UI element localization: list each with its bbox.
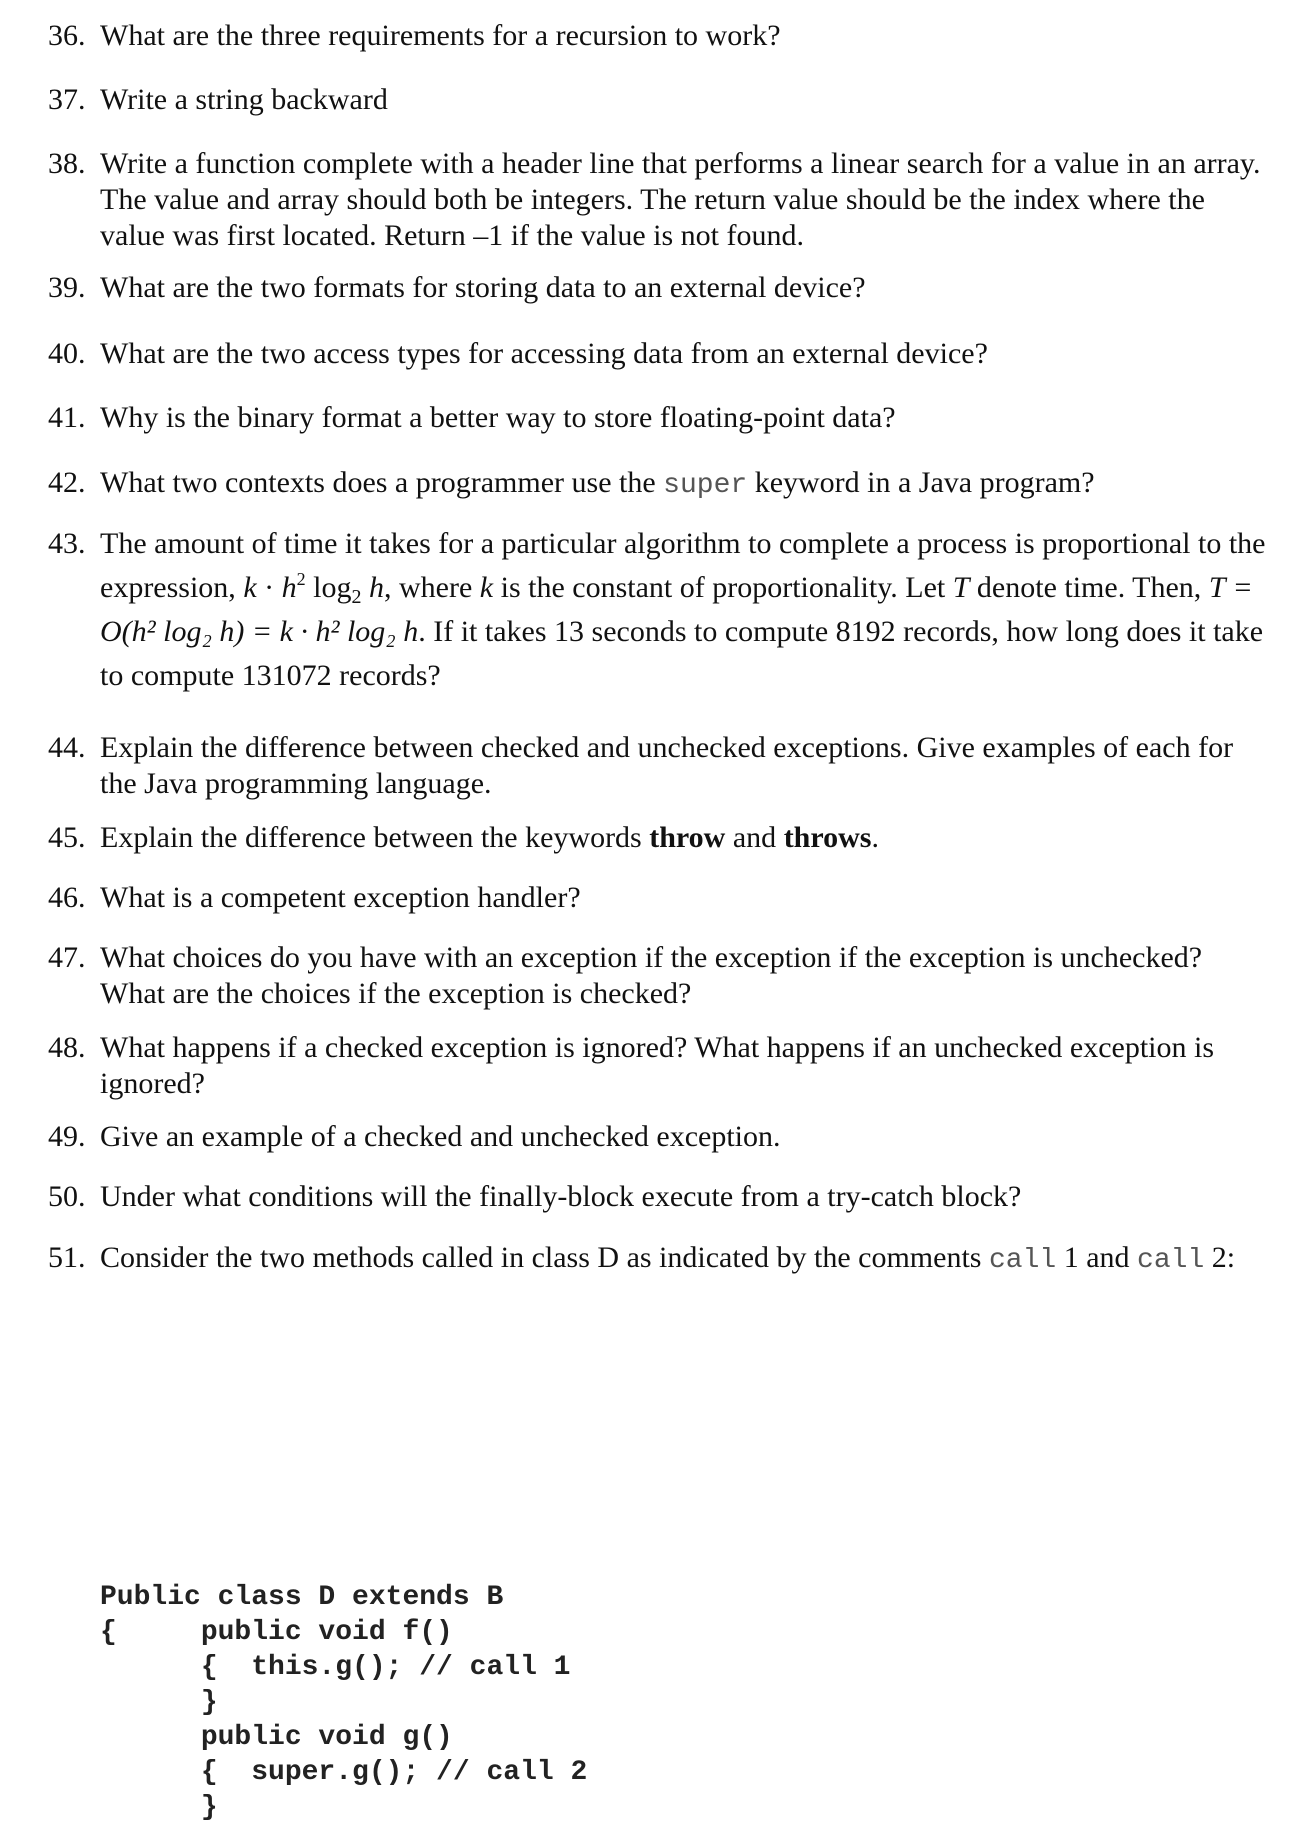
question-text [100, 465, 1268, 504]
math-var-h: h [281, 571, 297, 604]
question-number: 41. [48, 401, 86, 434]
question-40 [48, 336, 1268, 372]
question-text: What are the two formats for storing data to an external device? [100, 271, 866, 304]
question-text: What is a competent exception handler? [100, 881, 581, 914]
question-text: Give an example of a checked and unchecked exception. [100, 1120, 781, 1153]
question-text-part2: , where [383, 571, 473, 604]
question-text: What are the three requirements for a recursion to work? [100, 19, 781, 52]
question-37 [48, 82, 1268, 118]
question-number: 38. [48, 147, 86, 180]
question-number: 46. [48, 881, 86, 914]
question-text: Under what conditions will the finally-block execute from a try-catch block? [100, 1180, 1022, 1213]
question-49 [48, 1119, 1268, 1155]
question-number: 47. [48, 941, 86, 974]
keyword-throws: throws [783, 821, 872, 854]
question-text: What are the two access types for accessing data from an external device? [100, 337, 988, 370]
math-log-base: 2 [351, 586, 362, 608]
code-line: { super.g(); // call 2 [100, 1757, 588, 1788]
question-48 [48, 1030, 1268, 1102]
math-exponent: 2 [296, 569, 306, 589]
question-number: 48. [48, 1031, 86, 1064]
inline-code-call-2: call [1137, 1245, 1205, 1276]
code-line: } [100, 1687, 218, 1718]
math-expression-1 [243, 569, 384, 608]
question-text: What happens if a checked exception is ignored? What happens if an unchecked exception is ignored? [100, 1031, 1215, 1100]
question-text: Write a string backward [100, 83, 388, 116]
question-number: 42. [48, 466, 86, 499]
question-text [100, 1240, 1268, 1279]
code-line: { this.g(); // call 1 [100, 1652, 571, 1683]
var-t: T [952, 571, 970, 604]
question-46 [48, 880, 1268, 916]
question-number: 40. [48, 337, 86, 370]
question-text: Write a function complete with a header line that performs a linear search for a value in an array. The value and array should both be integers. The return value should be the index where the value was first located. Return –1 if the value is not found. [100, 147, 1261, 252]
math-dot: · [256, 571, 282, 604]
question-text-mid: 1 and [1063, 1241, 1130, 1274]
inline-code-super: super [663, 470, 748, 501]
code-line: { public void f() [100, 1617, 453, 1648]
question-text: Explain the difference between checked and unchecked exceptions. Give examples of each for the Java programming language. [100, 731, 1234, 800]
question-number: 49. [48, 1120, 86, 1153]
keyword-throw: throw [649, 821, 726, 854]
question-42 [48, 465, 1268, 504]
question-39 [48, 270, 1268, 306]
math-expression-2: T = O(h² log₂ h) = k · h² log₂ h [100, 571, 1253, 648]
question-47 [48, 940, 1268, 1012]
question-text-part4: denote time. Then, [976, 571, 1202, 604]
code-block-class-d [100, 1580, 587, 1825]
question-text-after: 2: [1211, 1241, 1236, 1274]
question-text-mid: and [732, 821, 777, 854]
math-var-k: k [243, 571, 257, 604]
question-43 [48, 522, 1268, 698]
code-line: } [100, 1792, 218, 1823]
question-number: 45. [48, 821, 86, 854]
question-number: 51. [48, 1241, 86, 1274]
question-38 [48, 146, 1268, 254]
question-text-before: Explain the difference between the keywords [100, 821, 642, 854]
question-number: 43. [48, 527, 86, 560]
question-44 [48, 730, 1268, 802]
question-text-part1: The amount of time it takes for a particular algorithm to complete a process is proportional to the expression, [100, 527, 1266, 604]
math-log: log [305, 571, 352, 604]
question-text [100, 820, 1268, 856]
question-number: 50. [48, 1180, 86, 1213]
question-number: 44. [48, 731, 86, 764]
question-text: What choices do you have with an exception if the exception if the exception is unchecked? What are the choices if the exception is checked? [100, 941, 1203, 1010]
var-k: k [479, 571, 494, 604]
question-45 [48, 820, 1268, 856]
question-41 [48, 400, 1268, 436]
question-number: 37. [48, 83, 86, 116]
question-text: Why is the binary format a better way to store floating-point data? [100, 401, 896, 434]
question-51 [48, 1240, 1268, 1279]
question-text-before: Consider the two methods called in class D as indicated by the comments [100, 1241, 982, 1274]
question-text-part3: is the constant of proportionality. Let [500, 571, 946, 604]
inline-code-call-1: call [988, 1245, 1057, 1276]
question-number: 36. [48, 19, 86, 52]
code-line: public void g() [100, 1722, 453, 1753]
question-text-after: keyword in a Java program? [754, 466, 1095, 499]
code-line: Public class D extends B [100, 1582, 504, 1613]
question-text [100, 522, 1268, 698]
question-36 [48, 18, 1268, 54]
question-text-part5: . If it takes 13 seconds to compute 8192 records, how long does it take to compute 131072 records? [100, 615, 1264, 692]
math-var-h2: h [361, 571, 384, 604]
question-50 [48, 1179, 1268, 1215]
question-text-before: What two contexts does a programmer use the [100, 466, 656, 499]
question-number: 39. [48, 271, 86, 304]
question-text-after: . [871, 821, 879, 854]
